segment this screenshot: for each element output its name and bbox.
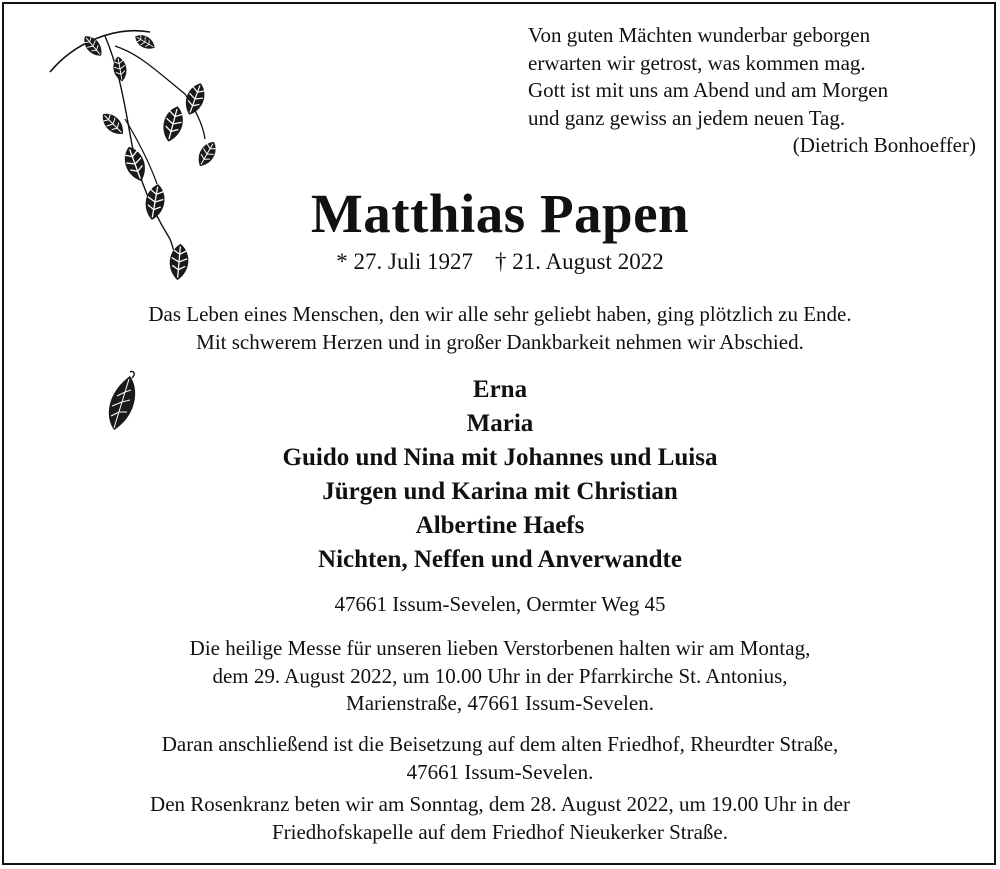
life-dates xyxy=(0,246,1000,278)
rosary-info xyxy=(0,791,1000,846)
mourner: Guido und Nina mit Johannes und Luisa xyxy=(282,444,718,471)
mass-info xyxy=(0,635,1000,718)
farewell-line: Das Leben eines Menschen, den wir alle sehr geliebt haben, ging plötzlich zu Ende. xyxy=(148,302,852,326)
mourner: Jürgen und Karina mit Christian xyxy=(322,478,678,505)
rosary-line: Friedhofskapelle auf dem Friedhof Nieukerker Straße. xyxy=(271,819,728,844)
mourner: Erna xyxy=(472,376,528,403)
burial-line: 47661 Issum-Sevelen. xyxy=(406,759,594,784)
mourner: Albertine Haefs xyxy=(415,512,585,539)
farewell-text xyxy=(0,300,1000,356)
quote-line: Von guten Mächten wunderbar geborgen xyxy=(528,23,871,47)
farewell-line: Mit schwerem Herzen und in großer Dankbarkeit nehmen wir Abschied. xyxy=(196,330,804,354)
mass-line: dem 29. August 2022, um 10.00 Uhr in der Pfarrkirche St. Antonius, xyxy=(212,663,788,688)
mourner: Nichten, Neffen und Anverwandte xyxy=(318,546,682,573)
quote-line: und ganz gewiss an jedem neuen Tag. xyxy=(528,105,846,130)
burial-info xyxy=(0,731,1000,786)
quote-line: erwarten wir getrost, was kommen mag. xyxy=(528,50,866,75)
quote-line: Gott ist mit uns am Abend und am Morgen xyxy=(528,78,889,102)
mass-line: Marienstraße, 47661 Issum-Sevelen. xyxy=(346,691,654,715)
mourners-list xyxy=(0,373,1000,577)
mass-line: Die heilige Messe für unseren lieben Verstorbenen halten wir am Montag, xyxy=(189,636,811,660)
deceased-name: Matthias Papen xyxy=(310,183,690,244)
death-date: † 21. August 2022 xyxy=(495,249,664,274)
burial-line: Daran anschließend ist die Beisetzung auf dem alten Friedhof, Rheurdter Straße, xyxy=(161,732,839,756)
birth-date: * 27. Juli 1927 xyxy=(336,249,474,274)
bonhoeffer-quote xyxy=(528,22,978,160)
mourner: Maria xyxy=(466,410,534,437)
rosary-line: Den Rosenkranz beten wir am Sonntag, dem 28. August 2022, um 19.00 Uhr in der xyxy=(150,792,850,816)
quote-author: (Dietrich Bonhoeffer) xyxy=(792,133,976,157)
family-address: 47661 Issum-Sevelen, Oermter Weg 45 xyxy=(334,592,666,616)
